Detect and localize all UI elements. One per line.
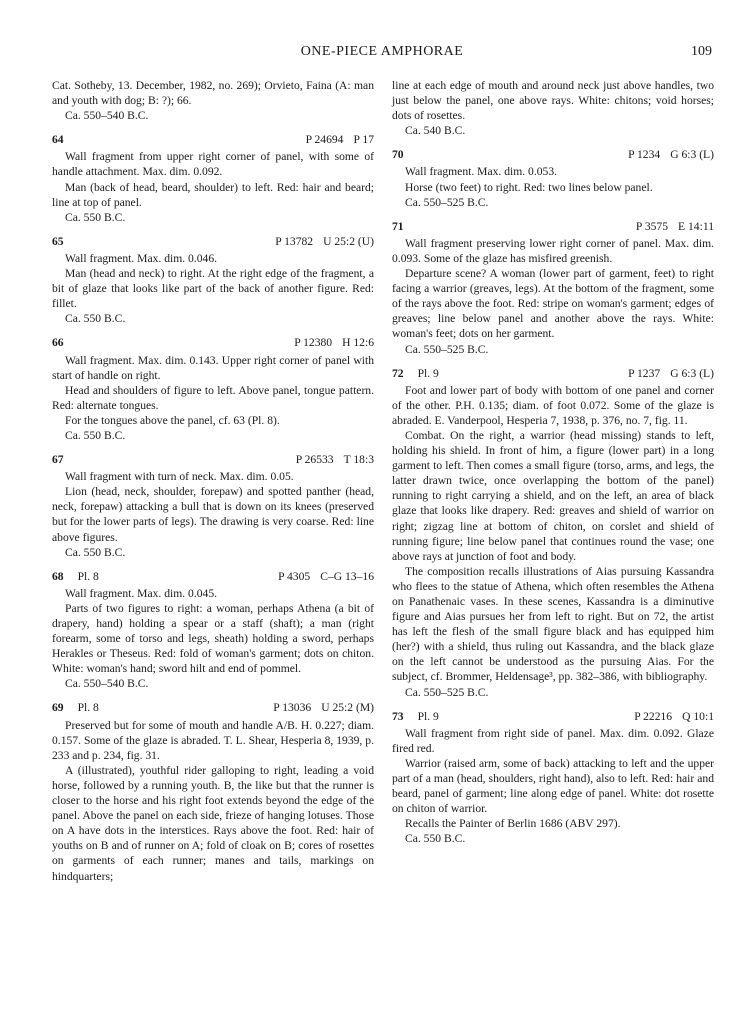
entry-date: Ca. 550 B.C. (65, 312, 126, 326)
entry-date: Ca. 550–540 B.C. (65, 109, 149, 123)
entry-heading-right (634, 709, 714, 724)
inventory-number: P 1234 (628, 148, 661, 162)
deposit-location: E 14:11 (678, 219, 714, 233)
plate-reference: Pl. 8 (77, 701, 99, 715)
inventory-number: P 13036 (273, 701, 312, 715)
entry-heading-right (278, 569, 374, 584)
entry-number: 64 (52, 133, 64, 147)
inventory-number: P 3575 (635, 219, 669, 233)
entry-heading-right (275, 234, 374, 249)
catalogue-entry-heading (392, 366, 714, 381)
entry-paragraph: A (illustrated), youthful rider galloping to right, leading a void horse, followed by a running youth. B, the like but that the runner is closer to the horse and his right foot extends beyond the edge of the panel. Above the panel on each side, frieze of hanging lotuses. Those on A have dots in the interstices. Rays above the foot. Red: hair of youths on B and of runner on A; fold of cloak on B; cores of rosettes on garments of each runner; manes and tails, markings on hindquarters; (52, 763, 374, 883)
entry-heading-right (628, 147, 714, 162)
catalogue-entry-heading (52, 700, 374, 715)
entry-heading-left (392, 147, 404, 162)
entry-heading-left (52, 234, 64, 249)
page-header (52, 44, 712, 64)
entry-paragraph: Wall fragment. Max. dim. 0.053. (405, 165, 558, 179)
entry-heading-right (306, 132, 374, 147)
entry-number: 73 (392, 709, 404, 723)
inventory-number: P 4305 (278, 569, 311, 583)
entry-heading-right (273, 700, 374, 715)
entry-heading-right (296, 452, 374, 467)
continuation-text: Cat. Sotheby, 13. December, 1982, no. 269); Orvieto, Faina (A: man and youth with dog; B: ?); 66. (52, 79, 374, 108)
entry-date: Ca. 540 B.C. (405, 124, 466, 138)
entry-date: Ca. 550–525 B.C. (405, 685, 489, 699)
entry-paragraph: Departure scene? A woman (lower part of garment, feet) to right facing a warrior (greaves, legs). At the bottom of the fragment, some of the rays above the foot. Red: stripe on woman's garment; edges of greaves; line below panel and another above the rays. White: woman's feet; dots on her garment. (392, 267, 714, 341)
continuation-text: line at each edge of mouth and around neck just above handles, two just below the panel, one above rays. White: chitons; void horses; dots of rosettes. (392, 79, 714, 123)
entry-paragraph: Wall fragment. Max. dim. 0.046. (65, 251, 218, 265)
deposit-location: G 6:3 (L) (670, 366, 714, 380)
entry-paragraph: Recalls the Painter of Berlin 1686 (ABV 297). (405, 817, 621, 831)
deposit-location: P 17 (353, 133, 374, 147)
entry-paragraph: Wall fragment from upper right corner of panel, with some of handle attachment. Max. dim. 0.092. (52, 150, 374, 179)
deposit-location: C–G 13–16 (320, 569, 374, 583)
deposit-location: H 12:6 (342, 336, 374, 350)
entry-heading-left (392, 219, 404, 234)
entry-paragraph: Head and shoulders of figure to left. Above panel, tongue pattern. Red: alternate tongues. (52, 383, 374, 412)
deposit-location: G 6:3 (L) (670, 148, 714, 162)
entry-paragraph: Lion (head, neck, shoulder, forepaw) and spotted panther (head, neck, forepaw) attacking a bull that is down on its knees (preserved but for the lower parts of legs). The drawing is very coarse. Red: line above figures. (52, 485, 374, 544)
entry-paragraph: Wall fragment. Max. dim. 0.045. (65, 586, 218, 600)
right-column (392, 78, 714, 856)
entry-number: 69 (52, 701, 64, 715)
plate-reference: Pl. 9 (417, 366, 439, 380)
catalogue-entry-heading (52, 335, 374, 350)
inventory-number: P 12380 (294, 336, 333, 350)
deposit-location: U 25:2 (M) (321, 701, 374, 715)
catalogue-entry-heading (52, 132, 374, 147)
catalogue-entry-heading (392, 709, 714, 724)
inventory-number: P 1237 (628, 366, 661, 380)
catalogue-entry-heading (392, 219, 714, 234)
entry-number: 65 (52, 234, 64, 248)
entry-paragraph: Combat. On the right, a warrior (head missing) stands to left, holding his shield. In front of him, a figure (lower part) in a long garment to left. Then comes a small figure (torso, arms, and legs, the latter drawn twice, once overlapping the bottom of the panel) running to right carrying a shield, and on the left, an area of black glaze that looks like drapery. Red: greaves and shield of warrior on right; zigzag line at bottom of chiton, on corslet and shield of running figure; line below panel that continues round the vase; one above rays at junction of foot and body. (392, 428, 714, 563)
page-number: 109 (691, 44, 712, 59)
catalogue-entry-heading (392, 147, 714, 162)
entry-date: Ca. 550–525 B.C. (405, 195, 489, 209)
entry-paragraph: Preserved but for some of mouth and handle A/B. H. 0.227; diam. 0.157. Some of the glaze is abraded. T. L. Shear, Hesperia 8, 1939, p. 233 and p. 234, fig. 31. (52, 718, 374, 762)
entry-number: 71 (392, 219, 404, 233)
inventory-number: P 22216 (634, 709, 673, 723)
entry-heading-right (628, 366, 714, 381)
entry-paragraph: Man (head and neck) to right. At the right edge of the fragment, a bit of glaze that looks like part of the back of another figure. Red: fillet. (52, 267, 374, 311)
plate-reference: Pl. 9 (417, 709, 439, 723)
entry-number: 72 (392, 366, 404, 380)
deposit-location: T 18:3 (343, 453, 374, 467)
entry-paragraph: Man (back of head, beard, shoulder) to left. Red: hair and beard; line at top of panel. (52, 180, 374, 209)
entry-paragraph: Parts of two figures to right: a woman, perhaps Athena (a bit of drapery, hand) holding a spear or a staff (shaft); a man (right forearm, some of torso and legs, sheath) holding a sword, perhaps Herakles or Theseus. Red: fold of woman's garment; dots on chiton. White: woman's hand; sword hilt and end of pommel. (52, 601, 374, 676)
entry-paragraph: Warrior (raised arm, some of back) attacking to left and the upper part of a man (head, shoulders, right hand), also to left. Red: hair and beard, panel of garment; line along edge of panel. White: dot rosette on chiton of warrior. (392, 756, 714, 816)
entry-heading-right (294, 335, 374, 350)
entry-paragraph: Horse (two feet) to right. Red: two lines below panel. (405, 180, 653, 194)
entry-number: 67 (52, 453, 64, 467)
entry-paragraph: Wall fragment from right side of panel. Max. dim. 0.092. Glaze fired red. (392, 726, 714, 755)
entry-date: Ca. 550 B.C. (65, 210, 126, 224)
entry-paragraph: Wall fragment with turn of neck. Max. dim. 0.05. (65, 470, 294, 484)
entry-paragraph: The composition recalls illustrations of Aias pursuing Kassandra who flees to the statue of Athena, which often resembles the Athena on Panathenaic vases. In these scenes, Kassandra is a diminutive figure and Aias pursues her from left to right. But on 72, the artist has left the flesh of the small figure black and has equipped him (her?) with a shield, thus ruling out Kassandra, and the black glaze on the left cannot be understood as the pursuing Aias. For the subject, cf. Brommer, Heldensage³, pp. 382–386, with bibliography. (392, 564, 714, 684)
catalogue-entry-heading (52, 452, 374, 467)
entry-number: 66 (52, 336, 64, 350)
plate-reference: Pl. 8 (77, 569, 99, 583)
inventory-number: P 24694 (305, 133, 344, 147)
entry-heading-left (52, 335, 64, 350)
entry-paragraph: Wall fragment. Max. dim. 0.143. Upper right corner of panel with start of handle on right. (52, 353, 374, 382)
entry-heading-left (392, 366, 439, 381)
running-title: ONE-PIECE AMPHORAE (300, 44, 464, 59)
entry-heading-left (52, 700, 99, 715)
entry-heading-right (636, 219, 714, 234)
catalogue-entry-heading (52, 234, 374, 249)
inventory-number: P 13782 (275, 234, 314, 248)
catalogue-entry-heading (52, 569, 374, 584)
left-column (52, 78, 374, 884)
entry-date: Ca. 550–525 B.C. (405, 342, 489, 356)
entry-heading-left (392, 709, 439, 724)
entry-date: Ca. 550 B.C. (405, 832, 466, 846)
entry-date: Ca. 550–540 B.C. (65, 677, 149, 691)
entry-date: Ca. 550 B.C. (65, 545, 126, 559)
deposit-location: Q 10:1 (682, 709, 714, 723)
entry-date: Ca. 550 B.C. (65, 428, 126, 442)
entry-number: 70 (392, 148, 404, 162)
entry-paragraph: For the tongues above the panel, cf. 63 (Pl. 8). (65, 413, 280, 427)
entry-number: 68 (52, 569, 64, 583)
entry-heading-left (52, 452, 64, 467)
entry-paragraph: Foot and lower part of body with bottom of one panel and corner of the other. P.H. 0.135; diam. of foot 0.072. Some of the glaze is abraded. E. Vanderpool, Hesperia 7, 1938, p. 376, no. 7, fig. 11. (392, 383, 714, 427)
entry-heading-left (52, 569, 99, 584)
entry-heading-left (52, 132, 64, 147)
deposit-location: U 25:2 (U) (323, 234, 374, 248)
inventory-number: P 26533 (295, 453, 334, 467)
entry-paragraph: Wall fragment preserving lower right corner of panel. Max. dim. 0.093. Some of the glaze has misfired greenish. (392, 236, 714, 265)
